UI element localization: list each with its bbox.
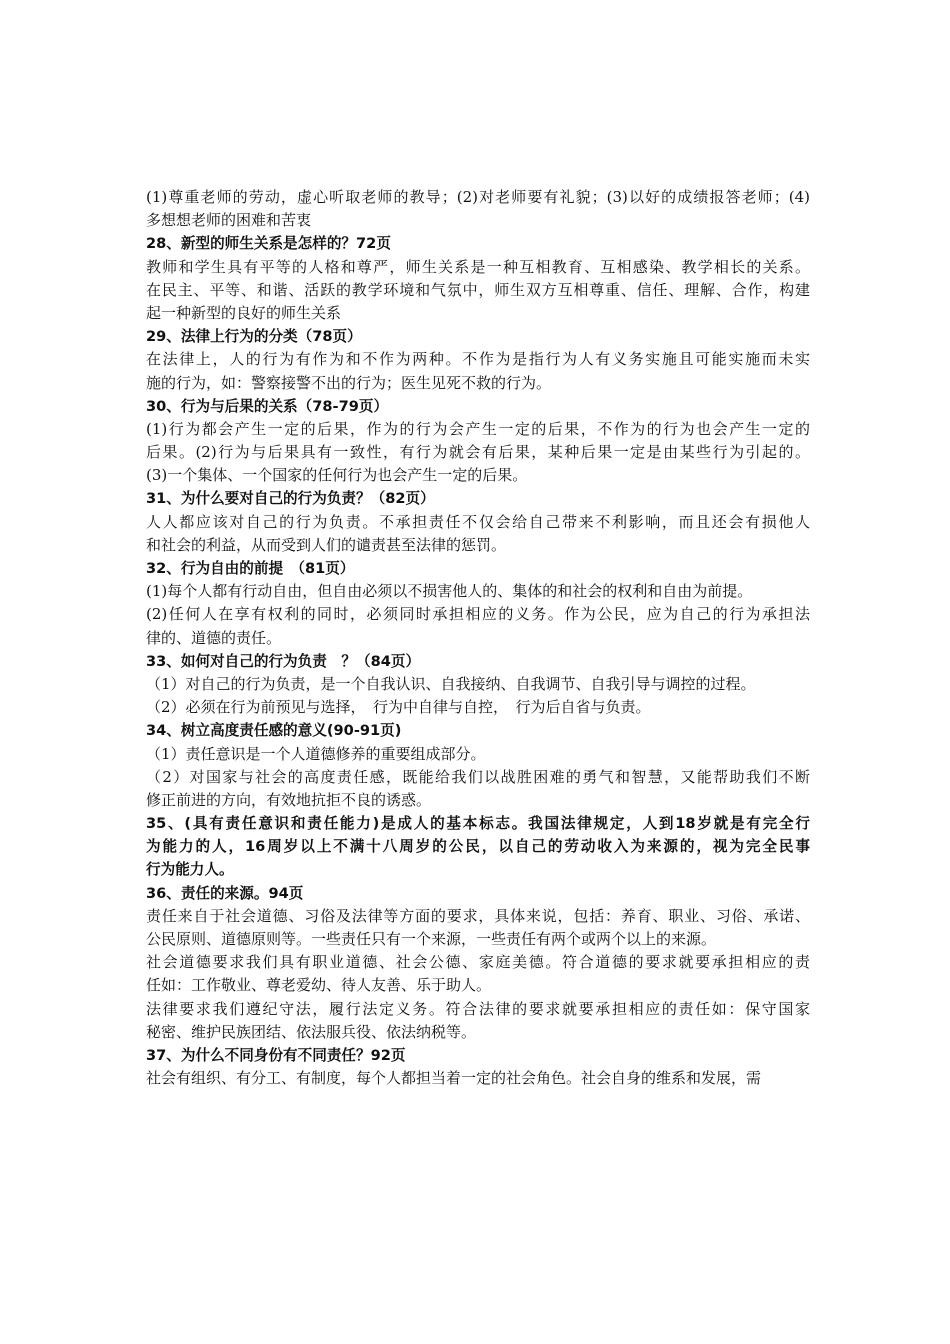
text-line: （2）必须在行为前预见与选择， 行为中自律与自控， 行为后自省与负责。 (146, 698, 651, 717)
paragraph (146, 951, 810, 997)
paragraph (146, 696, 810, 719)
section-heading: 37、为什么不同身份有不同责任？92页 (146, 1046, 406, 1064)
text-line: 为能力的人，16周岁以上不满十八周岁的公民，以自己的劳动收入为来源的，视为完全民事 (146, 838, 810, 856)
section-heading: 33、如何对自己的行为负责 ？（84页） (146, 652, 421, 670)
text-line: 后果。(2)行为与后果具有一致性，有行为就会有后果，某种后果一定是由某些行为引起的。 (146, 443, 810, 462)
section-heading: 28、新型的师生关系是怎样的？72页 (146, 235, 391, 253)
section-s32 (146, 557, 810, 650)
text-line: 起一种新型的良好的师生关系 (146, 303, 342, 322)
section-s29 (146, 325, 810, 395)
section-s27 (146, 186, 810, 232)
paragraph (146, 186, 810, 232)
text-line: (3)一个集体、一个国家的任何行为也会产生一定的后果。 (146, 466, 528, 485)
paragraph (146, 998, 810, 1044)
text-line: 责任来自于社会道德、习俗及法律等方面的要求，具体来说，包括：养育、职业、习俗、承诺、 (146, 906, 810, 925)
section-heading: 36、责任的来源。94页 (146, 884, 304, 902)
paragraph (146, 603, 810, 649)
text-line: 人人都应该对自己的行为负责。不承担责任不仅会给自己带来不利影响，而且还会有损他人 (146, 512, 810, 531)
section-s34 (146, 719, 810, 812)
text-line: (1)行为都会产生一定的后果，作为的行为会产生一定的后果，不作为的行为也会产生一定的 (146, 419, 810, 438)
paragraph (146, 256, 810, 326)
text-line: 35、(具有责任意识和责任能力)是成人的基本标志。我国法律规定，人到18岁就是有完全行 (146, 815, 810, 833)
text-line: （2）对国家与社会的高度责任感，既能给我们以战胜困难的勇气和智慧，又能帮助我们不断 (146, 767, 810, 786)
text-line: (2)任何人在享有权利的同时，必须同时承担相应的义务。作为公民，应为自己的行为承担法 (146, 605, 810, 624)
paragraph (146, 348, 810, 394)
paragraph (146, 511, 810, 557)
text-line: 任如：工作敬业、尊老爱幼、待人友善、乐于助人。 (146, 976, 492, 995)
section-s31 (146, 487, 810, 557)
section-heading: 29、法律上行为的分类（78页） (146, 328, 362, 346)
paragraph (146, 580, 810, 603)
text-line: (1)尊重老师的劳动，虚心听取老师的教导；(2)对老师要有礼貌；(3)以好的成绩报答老师；(4) (146, 188, 810, 206)
section-heading: 34、树立高度责任感的意义(90-91页) (146, 722, 402, 740)
text-line: 在民主、平等、和谐、活跃的教学环境和气氛中，师生双方互相尊重、信任、理解、合作，构建 (146, 280, 810, 299)
section-s33 (146, 650, 810, 720)
text-line: 行为能力人。 (146, 861, 234, 879)
bold-paragraph (146, 812, 810, 882)
paragraph (146, 1067, 810, 1090)
paragraph (146, 905, 810, 951)
section-s36 (146, 882, 810, 1044)
text-line: 法律要求我们遵纪守法，履行法定义务。符合法律的要求就要承担相应的责任如：保守国家 (146, 999, 810, 1018)
text-line: 修正前进的方向，有效地抗拒不良的诱惑。 (146, 790, 432, 809)
text-line: 施的行为，如：警察接警不出的行为；医生见死不救的行为。 (146, 373, 552, 392)
text-line: (1)每个人都有行动自由，但自由必须以不损害他人的、集体的和社会的权利和自由为前提。 (146, 582, 753, 601)
section-heading: 31、为什么要对自己的行为负责？（82页） (146, 490, 435, 508)
section-s30 (146, 395, 810, 488)
text-line: 秘密、维护民族团结、依法服兵役、依法纳税等。 (146, 1022, 477, 1041)
section-heading: 30、行为与后果的关系（78-79页） (146, 397, 389, 415)
section-s37 (146, 1044, 810, 1090)
document-page (146, 186, 810, 1090)
paragraph (146, 743, 810, 766)
text-line: （1）责任意识是一个人道德修养的重要组成部分。 (146, 744, 486, 763)
paragraph (146, 673, 810, 696)
text-line: 在法律上，人的行为有作为和不作为两种。不作为是指行为人有义务实施且可能实施而未实 (146, 350, 810, 369)
text-line: 律的、道德的责任。 (146, 628, 282, 647)
text-line: 社会道德要求我们具有职业道德、社会公德、家庭美德。符合道德的要求就要承担相应的责 (146, 953, 810, 972)
section-s35 (146, 812, 810, 882)
section-s28 (146, 232, 810, 325)
paragraph (146, 766, 810, 812)
section-heading: 32、行为自由的前提 （81页） (146, 560, 355, 577)
text-line: 和社会的利益，从而受到人们的谴责甚至法律的惩罚。 (146, 535, 507, 554)
text-line: 社会有组织、有分工、有制度，每个人都担当着一定的社会角色。社会自身的维系和发展，需 (146, 1069, 762, 1088)
text-line: 多想想老师的困难和苦衷 (146, 211, 312, 230)
text-line: 公民原则、道德原则等。一些责任只有一个来源，一些责任有两个或两个以上的来源。 (146, 930, 717, 948)
paragraph (146, 418, 810, 488)
text-line: （1）对自己的行为负责，是一个自我认识、自我接纳、自我调节、自我引导与调控的过程。 (146, 674, 756, 693)
text-line: 教师和学生具有平等的人格和尊严，师生关系是一种互相教育、互相感染、教学相长的关系。 (146, 257, 810, 276)
